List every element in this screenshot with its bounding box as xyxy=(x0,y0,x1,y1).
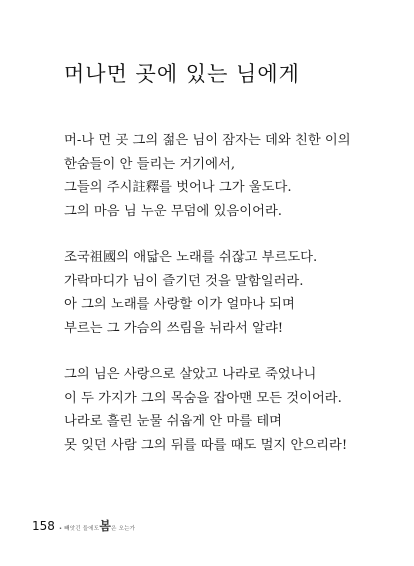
book-title-emphasis: 봄 xyxy=(99,519,112,533)
stanza xyxy=(64,129,364,223)
poem-line: 가락마디가 님이 즐기던 것을 말함일러라. xyxy=(64,273,304,289)
poem-title: 머나먼 곳에 있는 님에게 xyxy=(64,62,300,86)
running-book-title xyxy=(59,517,135,534)
poem-line: 나라로 흘린 눈물 쉬웁게 안 마를 테며 xyxy=(64,414,283,429)
poem-line: 한숨들이 안 들리는 거기에서, xyxy=(64,156,236,172)
page-number: 158 xyxy=(32,519,55,533)
poem-line: 못 잊던 사람 그의 뒤를 따를 때도 멀지 안으리라! xyxy=(64,437,348,453)
poem-line: 그의 님은 사랑으로 살았고 나라로 죽었나니 xyxy=(64,367,317,382)
page-footer xyxy=(32,517,135,539)
poem-body xyxy=(64,129,364,457)
book-title-pre: • 빼앗긴 들에도 xyxy=(58,526,100,532)
poem-line: 조국祖國의 애닯은 노래를 쉬잖고 부르도다. xyxy=(64,250,318,265)
poem-line: 그의 마음 님 누운 무덤에 있음이어라. xyxy=(64,203,283,219)
poem-line: 부르는 그 가슴의 쓰림을 뉘라서 알랴! xyxy=(64,320,284,336)
poem-line: 머-나 먼 곳 그의 젊은 님이 잠자는 데와 친한 이의 xyxy=(64,133,351,148)
poem-line: 이 두 가지가 그의 목숨을 잡아맨 모든 것이어라. xyxy=(64,390,342,406)
poem-line: 아 그의 노래를 사랑할 이가 얼마나 되며 xyxy=(64,297,295,312)
stanza xyxy=(64,363,364,457)
poem-line: 그들의 주시註釋를 벗어나 그가 울도다. xyxy=(64,180,292,195)
book-title-post: 은 오는가 xyxy=(111,526,136,532)
stanza xyxy=(64,246,364,340)
